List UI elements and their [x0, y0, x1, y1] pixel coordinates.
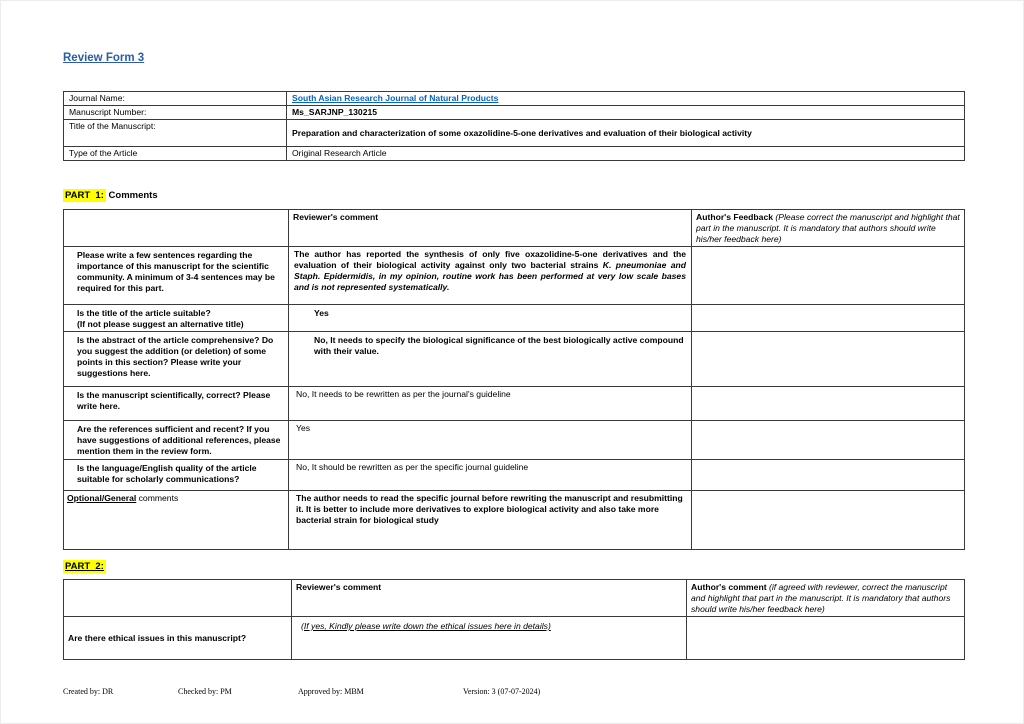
question-ethical-issues: Are there ethical issues in this manuscript? — [64, 617, 292, 660]
part2-heading — [63, 561, 106, 572]
part2-table — [63, 579, 965, 660]
part1-label: PART 1: — [65, 190, 104, 201]
part1-label-suffix: Comments — [108, 190, 158, 201]
footer-approved-by: Approved by: MBM — [298, 687, 364, 696]
author-comment-cell — [687, 617, 965, 660]
author-feedback-cell — [692, 247, 965, 305]
part1-author-feedback-header: Author's Feedback — [696, 212, 774, 222]
question-abstract: Is the abstract of the article comprehensive? Do you suggest the addition (or deletion) of some points in this section? Please write your suggestions here. — [64, 332, 289, 387]
part2-reviewer-comment-header: Reviewer's comment — [296, 582, 382, 592]
author-feedback-cell — [692, 387, 965, 421]
part2-author-comment-note: (if agreed with reviewer, correct the manuscript and highlight that part in the manuscript. It is mandatory that authors should write his/her feedback here) — [691, 582, 951, 614]
manuscript-number-value: Ms_SARJNP_130215 — [287, 106, 965, 120]
table-row — [64, 387, 965, 421]
manuscript-title-value: Preparation and characterization of some oxazolidine-5-one derivatives and evaluation of their biological activity — [287, 120, 965, 147]
table-row — [64, 106, 965, 120]
manuscript-title-label: Title of the Manuscript: — [64, 120, 287, 147]
table-row — [64, 421, 965, 460]
part2-author-comment-header: Author's comment — [691, 582, 767, 592]
question-importance: Please write a few sentences regarding the importance of this manuscript for the scientific community. A minimum of 3-4 sentences may be required for this part. — [64, 247, 289, 305]
journal-name-link[interactable]: South Asian Research Journal of Natural Products — [292, 93, 499, 103]
author-feedback-cell — [692, 491, 965, 550]
table-row — [64, 147, 965, 161]
question-language-quality: Is the language/English quality of the article suitable for scholarly communications? — [64, 460, 289, 491]
reviewer-comment-importance: The author has reported the synthesis of only five oxazolidine-5-one derivatives and the evaluation of their biological activity against only two bacterial strains K. pneumoniae and Staph. Epidermidis, in my opinion, routine work has been performed at very low scale bases and is not represented systematically. — [289, 247, 692, 305]
document-footer — [1, 687, 1024, 701]
part2-header-empty-cell — [64, 580, 292, 617]
reviewer-comment-title-suitable: Yes — [289, 305, 692, 332]
author-feedback-cell — [692, 421, 965, 460]
manuscript-number-label: Manuscript Number: — [64, 106, 287, 120]
reviewer-comment-references: Yes — [289, 421, 692, 460]
footer-created-by: Created by: DR — [63, 687, 114, 696]
page-title: Review Form 3 — [63, 52, 145, 64]
question-title-suitable: Is the title of the article suitable? (If not please suggest an alternative title) — [64, 305, 289, 332]
reviewer-comment-abstract: No, It needs to specify the biological significance of the best biologically active compound with their value. — [289, 332, 692, 387]
table-row — [64, 617, 965, 660]
question-references: Are the references sufficient and recent? If you have suggestions of additional references, please mention them in the review form. — [64, 421, 289, 460]
table-row — [64, 305, 965, 332]
table-row — [64, 332, 965, 387]
table-row — [64, 247, 965, 305]
author-feedback-cell — [692, 332, 965, 387]
reviewer-comment-ethical-issues: (If yes, Kindly please write down the ethical issues here in details) — [292, 617, 687, 660]
article-type-label: Type of the Article — [64, 147, 287, 161]
part2-header-row — [64, 580, 965, 617]
table-row — [64, 92, 965, 106]
manuscript-info-table — [63, 91, 965, 161]
article-type-value: Original Research Article — [287, 147, 965, 161]
table-row — [64, 460, 965, 491]
part1-table — [63, 209, 965, 550]
author-feedback-cell — [692, 460, 965, 491]
reviewer-comment-language-quality: No, It should be rewritten as per the specific journal guideline — [289, 460, 692, 491]
table-row — [64, 491, 965, 550]
question-optional-general: Optional/General comments — [64, 491, 289, 550]
table-row — [64, 120, 965, 147]
reviewer-comment-scientifically-correct: No, It needs to be rewritten as per the journal's guideline — [289, 387, 692, 421]
part1-header-row — [64, 210, 965, 247]
journal-name-label: Journal Name: — [64, 92, 287, 106]
part1-heading — [63, 190, 158, 201]
author-feedback-cell — [692, 305, 965, 332]
question-scientifically-correct: Is the manuscript scientifically, correct? Please write here. — [64, 387, 289, 421]
reviewer-comment-optional-general: The author needs to read the specific journal before rewriting the manuscript and resubmitting it. It is better to include more derivatives to explore biological activity and also take more bacterial strain for biological study — [289, 491, 692, 550]
part1-reviewer-comment-header: Reviewer's comment — [293, 212, 379, 222]
part2-label: PART 2: — [65, 561, 104, 572]
footer-version: Version: 3 (07-07-2024) — [463, 687, 541, 696]
part1-author-feedback-note: (Please correct the manuscript and highlight that part in the manuscript. It is mandatory that authors should write his/her feedback here) — [696, 212, 960, 244]
footer-checked-by: Checked by: PM — [178, 687, 232, 696]
part1-header-empty-cell — [64, 210, 289, 247]
